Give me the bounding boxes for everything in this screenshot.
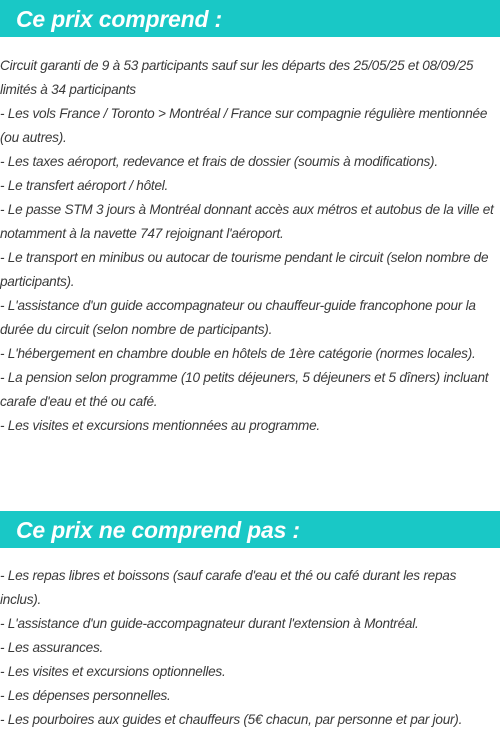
excludes-item: - L'assistance d'un guide-accompagnateur durant l'extension à Montréal.: [0, 616, 419, 631]
includes-section-header: [0, 0, 500, 37]
excludes-item: - Les dépenses personnelles.: [0, 688, 171, 703]
includes-item: - Le transport en minibus ou autocar de tourisme pendant le circuit (selon nombre de participants).: [0, 250, 489, 289]
excludes-title: Ce prix ne comprend pas :: [16, 517, 300, 543]
includes-item: - L'hébergement en chambre double en hôtels de 1ère catégorie (normes locales).: [0, 346, 476, 361]
excludes-list: [0, 564, 500, 732]
includes-item: - Les taxes aéroport, redevance et frais de dossier (soumis à modifications).: [0, 154, 438, 169]
includes-item: - Le transfert aéroport / hôtel.: [0, 178, 169, 193]
includes-item: - L'assistance d'un guide accompagnateur ou chauffeur-guide francophone pour la durée du circuit (selon nombre de participants).: [0, 298, 476, 337]
includes-item: - La pension selon programme (10 petits déjeuners, 5 déjeuners et 5 dîners) incluant carafe d'eau et thé ou café.: [0, 370, 489, 409]
excludes-item: - Les assurances.: [0, 640, 104, 655]
includes-item: - Le passe STM 3 jours à Montréal donnant accès aux métros et autobus de la ville et notamment à la navette 747 rejoignant l'aéroport.: [0, 202, 494, 241]
excludes-item: - Les pourboires aux guides et chauffeurs (5€ chacun, par personne et par jour).: [0, 712, 463, 727]
includes-item: Circuit garanti de 9 à 53 participants sauf sur les départs des 25/05/25 et 08/09/25 limités à 34 participants: [0, 58, 474, 97]
includes-list: [0, 54, 500, 438]
excludes-section-header: [0, 511, 500, 548]
includes-item: - Les vols France / Toronto > Montréal / France sur compagnie régulière mentionnée (ou autres).: [0, 106, 488, 145]
includes-title: Ce prix comprend :: [16, 6, 222, 32]
excludes-item: - Les visites et excursions optionnelles.: [0, 664, 226, 679]
excludes-item: - Les repas libres et boissons (sauf carafe d'eau et thé ou café durant les repas inclus).: [0, 568, 457, 607]
includes-item: - Les visites et excursions mentionnées au programme.: [0, 418, 320, 433]
